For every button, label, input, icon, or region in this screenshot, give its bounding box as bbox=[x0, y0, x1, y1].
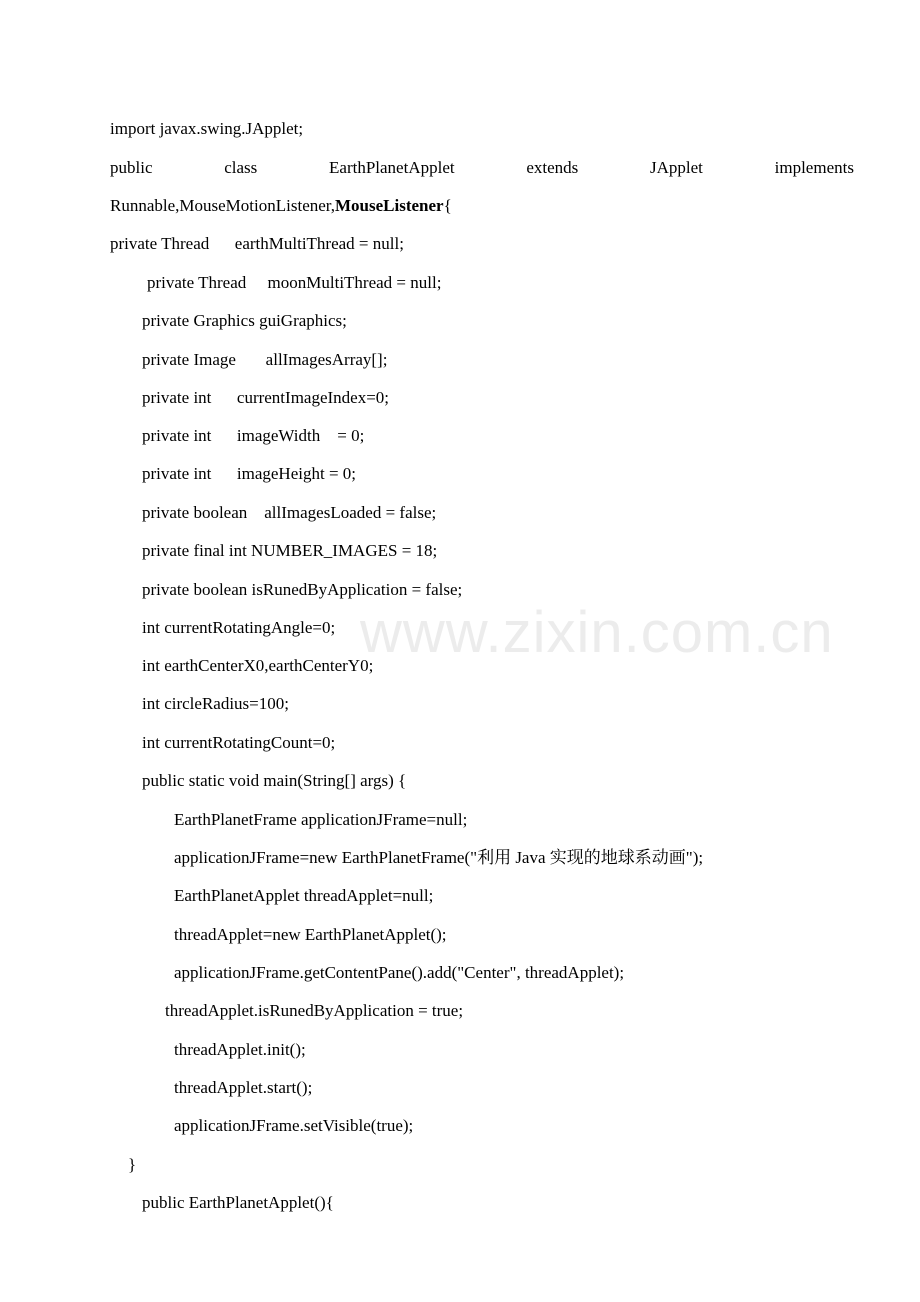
code-line-image-width: private int imageWidth = 0; bbox=[142, 426, 365, 445]
code-line-import: import javax.swing.JApplet; bbox=[110, 119, 304, 138]
code-line-earth-center: int earthCenterX0,earthCenterY0; bbox=[142, 656, 374, 675]
code-line-image-height: private int imageHeight = 0; bbox=[142, 464, 357, 483]
code-line-applet-init: threadApplet.init(); bbox=[174, 1040, 306, 1059]
interfaces-prefix: Runnable,MouseMotionListener, bbox=[110, 196, 336, 215]
code-line-set-runed-flag: threadApplet.isRunedByApplication = true; bbox=[165, 1001, 464, 1020]
code-line-class-declaration bbox=[110, 158, 854, 178]
code-line-set-visible: applicationJFrame.setVisible(true); bbox=[174, 1116, 414, 1135]
keyword-public: public bbox=[110, 158, 153, 177]
code-line-constructor: public EarthPlanetApplet(){ bbox=[142, 1193, 334, 1212]
code-line-is-runed-by-application: private boolean isRunedByApplication = false; bbox=[142, 580, 463, 599]
code-line-circle-radius: int circleRadius=100; bbox=[142, 694, 289, 713]
code-line-all-images-loaded: private boolean allImagesLoaded = false; bbox=[142, 503, 437, 522]
code-line-images-array: private Image allImagesArray[]; bbox=[142, 350, 388, 369]
code-line-applet-creation: threadApplet=new EarthPlanetApplet(); bbox=[174, 925, 447, 944]
code-line-current-image-index: private int currentImageIndex=0; bbox=[142, 388, 390, 407]
code-line-close-brace: } bbox=[128, 1155, 137, 1174]
code-line-current-rotating-angle: int currentRotatingAngle=0; bbox=[142, 618, 336, 637]
code-line-main-method: public static void main(String[] args) { bbox=[142, 771, 407, 790]
code-line-current-rotating-count: int currentRotatingCount=0; bbox=[142, 733, 336, 752]
superclass-name: JApplet bbox=[650, 158, 703, 177]
class-name: EarthPlanetApplet bbox=[329, 158, 455, 177]
code-line-moon-thread: private Thread moonMultiThread = null; bbox=[147, 273, 442, 292]
code-line-frame-declaration: EarthPlanetFrame applicationJFrame=null; bbox=[174, 810, 468, 829]
code-line-interfaces bbox=[110, 196, 452, 216]
keyword-implements: implements bbox=[774, 158, 854, 177]
code-line-applet-start: threadApplet.start(); bbox=[174, 1078, 313, 1097]
keyword-class: class bbox=[224, 158, 258, 177]
code-line-gui-graphics: private Graphics guiGraphics; bbox=[142, 311, 347, 330]
code-line-earth-thread: private Thread earthMultiThread = null; bbox=[110, 234, 404, 253]
code-line-applet-declaration: EarthPlanetApplet threadApplet=null; bbox=[174, 886, 434, 905]
open-brace: { bbox=[443, 196, 452, 215]
keyword-extends: extends bbox=[526, 158, 579, 177]
watermark-text: www.zixin.com.cn bbox=[360, 600, 834, 665]
code-line-frame-creation: applicationJFrame=new EarthPlanetFrame("利用 Java 实现的地球系动画"); bbox=[174, 848, 704, 867]
code-line-number-images: private final int NUMBER_IMAGES = 18; bbox=[142, 541, 438, 560]
interface-mouselistener: MouseListener bbox=[335, 196, 444, 215]
code-line-add-to-content-pane: applicationJFrame.getContentPane().add("Center", threadApplet); bbox=[174, 963, 625, 982]
